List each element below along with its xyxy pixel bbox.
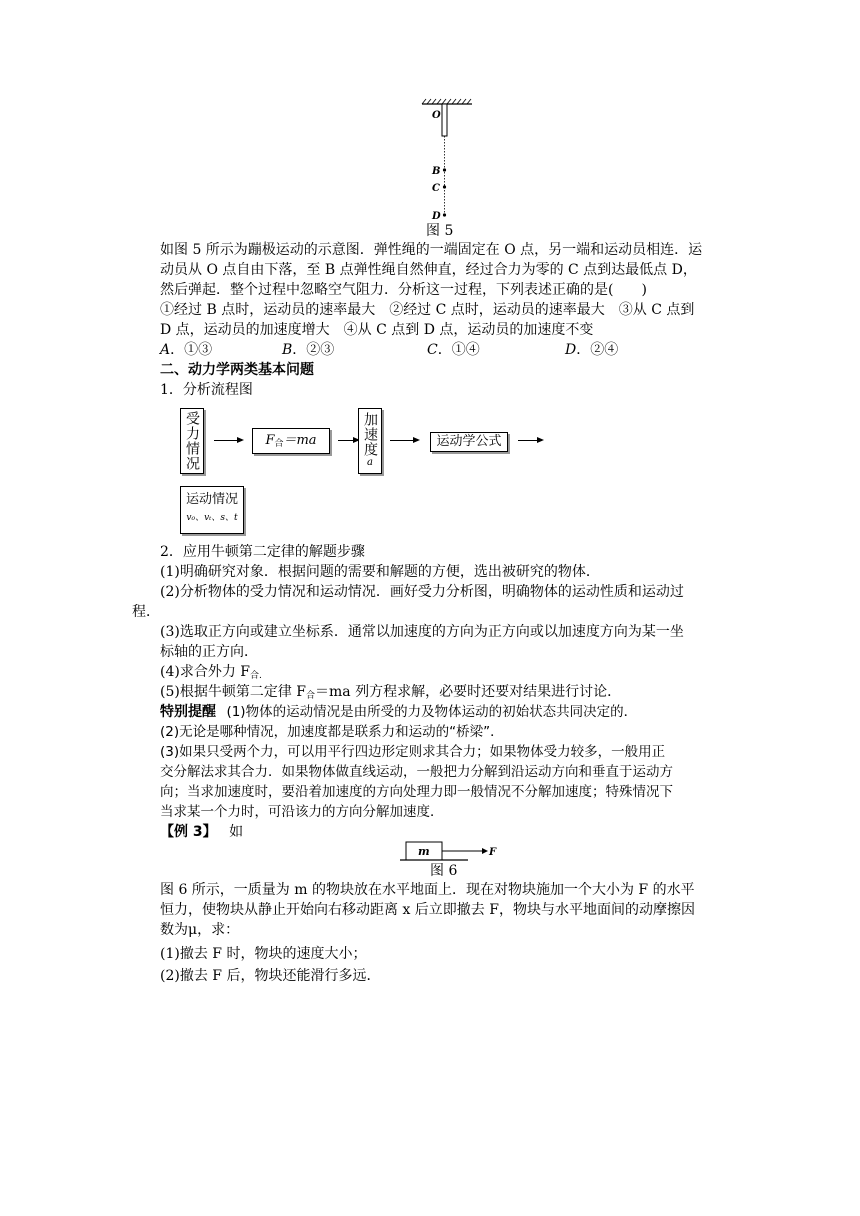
example-3-question-1: (1)撤去 F 时，物块的速度大小； xyxy=(160,946,367,962)
item-2-label: 2．应用牛顿第二定律的解题步骤 xyxy=(160,544,365,560)
point-c xyxy=(443,185,446,188)
figure-6-caption: 图 6 xyxy=(430,863,458,879)
q1-line-1: 如图 5 所示为蹦极运动的示意图．弹性绳的一端固定在 O 点，另一端和运动员相连．运 xyxy=(160,242,703,258)
tip-line-4: 交分解法求其合力．如果物体做直线运动，一般把力分解到沿运动方向和垂直于运动方 xyxy=(160,764,673,780)
point-b xyxy=(443,168,446,171)
bungee-cord-rect xyxy=(442,104,447,136)
tip-line-6: 当求某一个力时，可沿该力的方向分解加速度． xyxy=(160,804,444,820)
flow-arrow-3 xyxy=(390,440,418,441)
tip-label: 特别提醒 xyxy=(160,704,216,720)
flow-box-force: 受力情况 xyxy=(180,408,204,474)
item-1-label: 1．分析流程图 xyxy=(160,382,253,398)
tip-line-2: (2)无论是哪种情况，加速度都是联系力和运动的“桥梁”． xyxy=(160,724,504,740)
point-d xyxy=(443,213,446,216)
step-5: (5)根据牛顿第二定律 $F_合=ma$ 列方程求解，必要时还要对结果进行讨论． xyxy=(160,684,622,701)
label-b: B xyxy=(432,166,441,177)
step-2-line-2: 程． xyxy=(132,604,160,620)
flow-arrow-2 xyxy=(338,440,358,441)
option-b: B．②③ xyxy=(282,342,335,358)
tip-line-1: 特别提醒 (1)物体的运动情况是由所受的力及物体运动的初始状态共同决定的． xyxy=(160,704,638,720)
example-3-question-2: (2)撤去 F 后，物块还能滑行多远． xyxy=(160,968,381,984)
example-3-lead: 【例 3】 如 xyxy=(160,824,244,840)
label-o: O xyxy=(432,110,441,121)
step-2-line-1: (2)分析物体的受力情况和运动情况．画好受力分析图，明确物体的运动性质和运动过 xyxy=(160,584,684,600)
flow-arrow-1 xyxy=(214,440,242,441)
example-3-line-2: 恒力，使物块从静止开始向右移动距离 x 后立即撤去 F，物块与水平地面间的动摩擦因 xyxy=(160,902,695,918)
example-3-line-3: 数为μ，求： xyxy=(160,922,240,938)
flow-arrow-4 xyxy=(518,440,542,441)
example-3-label: 【例 3】 xyxy=(160,824,217,840)
q1-line-3: 然后弹起．整个过程中忽略空气阻力．分析这一过程，下列表述正确的是( ) xyxy=(160,282,647,298)
ceiling-hatch xyxy=(422,99,471,104)
flow-box-acceleration: 加速度 a xyxy=(358,408,382,474)
figure-5-bungee-diagram xyxy=(410,96,480,226)
step-3-line-2: 标轴的正方向． xyxy=(160,644,258,660)
label-d: D xyxy=(432,211,441,222)
example-3-line-1: 图 6 所示，一质量为 m 的物块放在水平地面上．现在对物块施加一个大小为 F 的水平 xyxy=(160,882,695,898)
force-arrow-head xyxy=(482,848,488,854)
option-d: D．②④ xyxy=(565,342,619,358)
tip-line-5: 向；当求加速度时，要沿着加速度的方向处理力即一般情况不分解加速度；特殊情况下 xyxy=(160,784,673,800)
step-3-line-1: (3)选取正方向或建立坐标系．通常以加速度的方向为正方向或以加速度方向为某一坐 xyxy=(160,624,684,640)
option-c: C．①④ xyxy=(427,342,480,358)
flow-box-motion: 运动情况 v₀、vₜ、s、t xyxy=(180,486,244,534)
flow-box-kinematics: 运动学公式 xyxy=(430,432,508,452)
force-label: F xyxy=(489,847,497,858)
figure-5-caption: 图 5 xyxy=(426,223,454,239)
q1-line-4: ①经过 B 点时，运动员的速率最大 ②经过 C 点时，运动员的速率最大 ③从 C 点到 xyxy=(160,302,695,318)
tip-line-3: (3)如果只受两个力，可以用平行四边形定则求其合力；如果物体受力较多，一般用正 xyxy=(160,744,666,760)
block-m-label: m xyxy=(418,845,430,858)
step-1: (1)明确研究对象．根据问题的需要和解题的方便，选出被研究的物体． xyxy=(160,564,600,580)
label-c: C xyxy=(432,183,440,194)
q1-line-2: 动员从 O 点自由下落，至 B 点弹性绳自然伸直，经过合力为零的 C 点到达最低点 D， xyxy=(160,262,697,278)
section-2-heading: 二、动力学两类基本问题 xyxy=(160,362,314,378)
q1-line-5: D 点，运动员的加速度增大 ④从 C 点到 D 点，运动员的加速度不变 xyxy=(160,322,594,338)
q1-options xyxy=(160,340,618,360)
option-a: A．①③ xyxy=(160,342,213,358)
step-4: (4)求合外力 $F_{合.}$ xyxy=(160,664,262,681)
flow-box-newton: $F_合=ma$ xyxy=(252,428,330,454)
